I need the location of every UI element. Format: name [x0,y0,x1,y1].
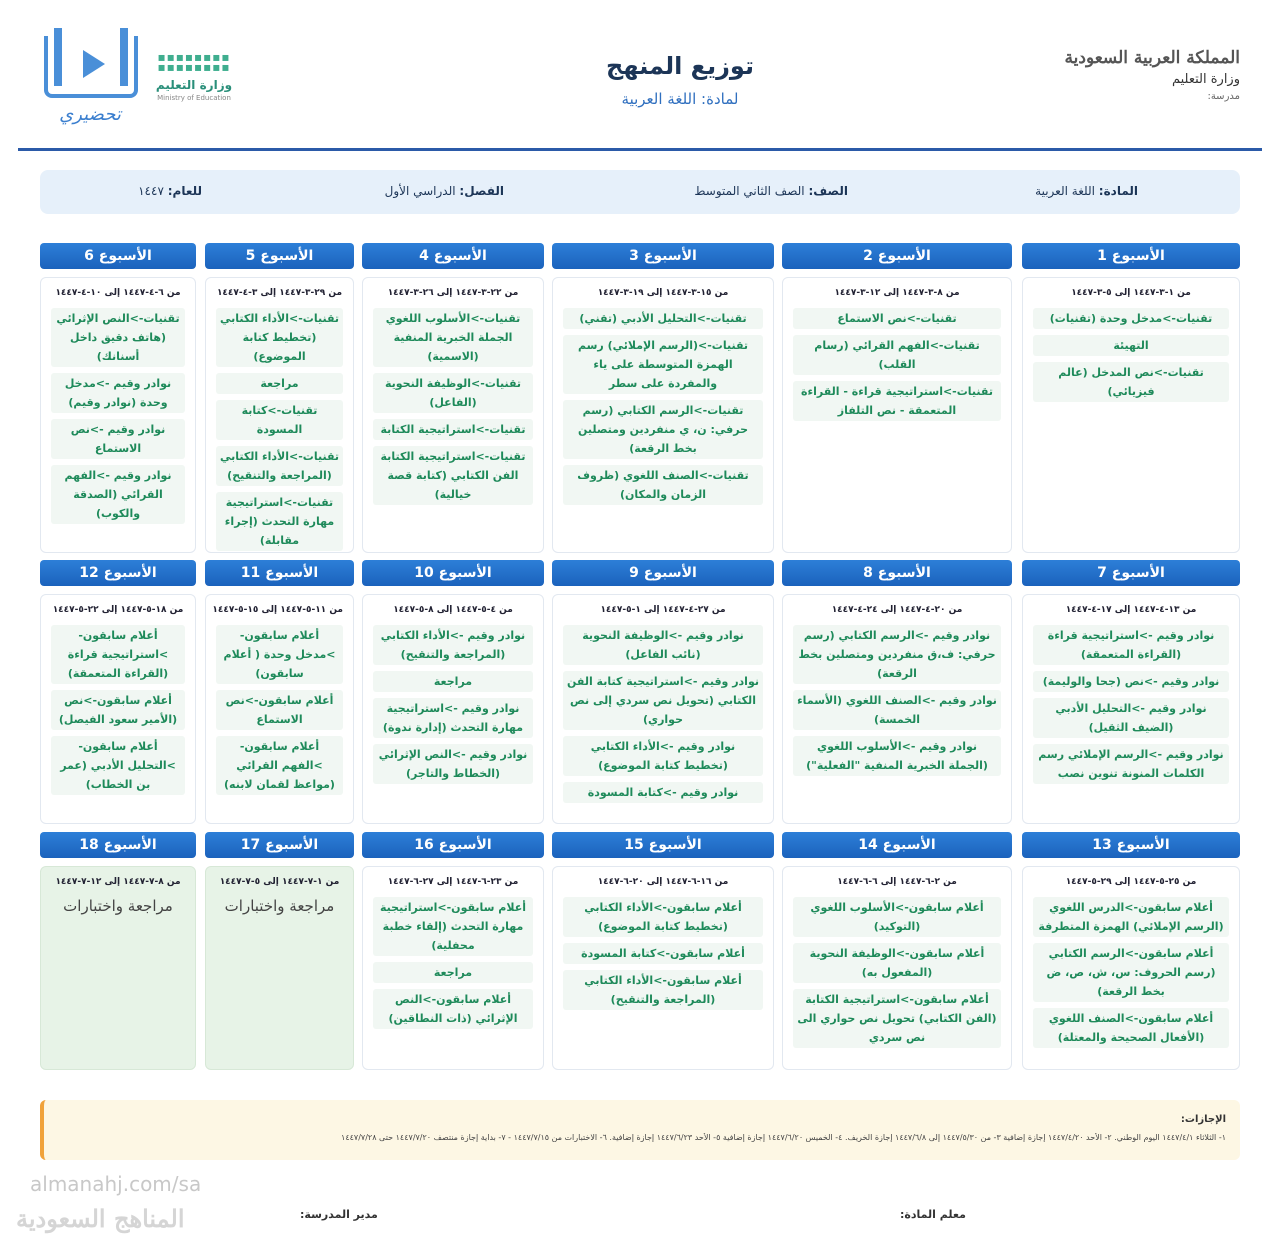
week-card [362,594,544,824]
week-card [1022,277,1240,553]
lesson-item: أعلام سابقون->استراتيجية قراءة (القراءة المتعمقة) [51,625,185,684]
lesson-item: أعلام سابقون->الأداء الكتابي (تخطيط كتابة الموضوع) [563,897,763,937]
book-icon [44,36,138,98]
lesson-item: تقنيات->استراتيجية مهارة التحدث (إجراء مقابلة) [216,492,343,551]
week-card [40,277,196,553]
info-term-value: الدراسي الأول [384,184,456,198]
week-date: من ١-٣-١٤٤٧ إلى ٥-٣-١٤٤٧ [1071,288,1191,298]
week-header: الأسبوع 10 [362,560,544,586]
week-header: الأسبوع 6 [40,243,196,269]
lesson-item: أعلام سابقون->كتابة المسودة [563,943,763,964]
week-card [40,866,196,1070]
week-card [552,866,774,1070]
week-header: الأسبوع 9 [552,560,774,586]
week-card [782,277,1012,553]
kingdom-logo: المملكة العربية السعودية [1064,48,1240,68]
week-header: الأسبوع 17 [205,832,354,858]
week-date: من ١٨-٥-١٤٤٧ إلى ٢٢-٥-١٤٤٧ [52,605,184,615]
lesson-item: مراجعة [373,671,533,692]
week-date: من ٢-٦-١٤٤٧ إلى ٦-٦-١٤٤٧ [837,877,957,887]
week-card [1022,594,1240,824]
lesson-item: أعلام سابقون->نص (الأمير سعود الفيصل) [51,690,185,730]
lesson-item: أعلام سابقون->الأداء الكتابي (المراجعة والتنقيح) [563,970,763,1010]
title-block [540,52,820,108]
lesson-item: نوادر وقيم ->استراتيجية قراءة (القراءة المتعمقة) [1033,625,1229,665]
lesson-item: تقنيات->الأداء الكتابي (المراجعة والتنقيح) [216,446,343,486]
info-subject-label: المادة: [1098,184,1138,198]
lesson-item: أعلام سابقون->الصنف اللغوي (الأفعال الصحيحة والمعتلة) [1033,1008,1229,1048]
tahdiri-logo [42,36,138,136]
moe-logo-english: Ministry of Education [157,94,231,102]
lesson-item: تقنيات->مدخل وحدة (تقنيات) [1033,308,1229,329]
week-card [362,277,544,553]
lesson-item: تقنيات->نص المدخل (عالم فيزيائي) [1033,362,1229,402]
lesson-item: تقنيات->نص الاستماع [793,308,1001,329]
lesson-item: نوادر وقيم ->الرسم الكتابي (رسم حرفي: ف،ق منفردين ومتصلين بخط الرقعة) [793,625,1001,684]
week-card [205,866,354,1070]
page-header [0,0,1280,150]
lesson-item: نوادر وقيم ->النص الإثرائي (الخطاط والتاجر) [373,744,533,784]
lesson-item: تقنيات->الأداء الكتابي (تخطيط كتابة الموضوع) [216,308,343,367]
lesson-item: أعلام سابقون->النص الإثرائي (ذات النطاقين) [373,989,533,1029]
info-term-label: الفصل: [459,184,504,198]
week-card [552,594,774,824]
school-label: مدرسة: [1207,91,1240,102]
info-subject [1035,184,1138,198]
lesson-item: تقنيات->استراتيجية الكتابة الفن الكتابي (كتابة قصة خيالية) [373,446,533,505]
week-header: الأسبوع 4 [362,243,544,269]
lesson-item: أعلام سابقون->الوظيفة النحوية (المفعول به) [793,943,1001,983]
lesson-item: أعلام سابقون->استراتيجية الكتابة (الفن الكتابي) تحويل نص حواري الى نص سردي [793,989,1001,1048]
week-header: الأسبوع 11 [205,560,354,586]
week-card [362,866,544,1070]
lesson-item: نوادر وقيم ->استراتيجية كتابة الفن الكتابي (تحويل نص سردي إلى نص حواري) [563,671,763,730]
lesson-item: نوادر وقيم ->نص (جحا والوليمة) [1033,671,1229,692]
week-card [1022,866,1240,1070]
lesson-item: نوادر وقيم ->الصنف اللغوي (الأسماء الخمسة) [793,690,1001,730]
week-header: الأسبوع 15 [552,832,774,858]
week-header: الأسبوع 2 [782,243,1012,269]
moe-logo [154,52,234,102]
week-date: من ٢٠-٤-١٤٤٧ إلى ٢٤-٤-١٤٤٧ [831,605,963,615]
info-grade-value: الصف الثاني المتوسط [694,184,805,198]
lesson-item: نوادر وقيم ->الأسلوب اللغوي (الجملة الخبرية المنفية "الفعلية") [793,736,1001,776]
info-year [138,184,202,198]
play-icon [83,50,105,78]
lesson-item: أعلام سابقون->نص الاستماع [216,690,343,730]
lesson-item: نوادر وقيم ->الرسم الإملائي رسم الكلمات المنونة تنوين نصب [1033,744,1229,784]
info-term [385,184,504,198]
info-grade-label: الصف: [808,184,848,198]
week-date: من ١١-٥-١٤٤٧ إلى ١٥-٥-١٤٤٧ [212,605,343,615]
lesson-item: تقنيات->الصنف اللغوي (ظروف الزمان والمكان) [563,465,763,505]
week-date: من ١٥-٣-١٤٤٧ إلى ١٩-٣-١٤٤٧ [597,288,729,298]
lesson-item: مراجعة [216,373,343,394]
ministry-block [1065,48,1240,102]
review-label: مراجعة واختبارات [224,897,335,915]
week-date: من ٢٣-٦-١٤٤٧ إلى ٢٧-٦-١٤٤٧ [387,877,519,887]
watermark-url: almanahj.com/sa [30,1172,202,1196]
week-header: الأسبوع 18 [40,832,196,858]
principal-signature: مدير المدرسة: [300,1208,378,1221]
lesson-item: أعلام سابقون->مدخل وحدة ( أعلام سابقون) [216,625,343,684]
week-date: من ٤-٥-١٤٤٧ إلى ٨-٥-١٤٤٧ [393,605,513,615]
week-date: من ٦-٤-١٤٤٧ إلى ١٠-٤-١٤٤٧ [55,288,181,298]
lesson-item: تقنيات->الأسلوب اللغوي الجملة الخبرية المنفية (الاسمية) [373,308,533,367]
lesson-item: التهيئة [1033,335,1229,356]
lesson-item: أعلام سابقون->الدرس اللغوي (الرسم الإملائي) الهمزة المتطرفة [1033,897,1229,937]
lesson-item: تقنيات->كتابة المسودة [216,400,343,440]
lesson-item: تقنيات->الرسم الكتابي (رسم حرفي: ن، ي منفردين ومتصلين بخط الرقعة) [563,400,763,459]
lesson-item: أعلام سابقون->الأسلوب اللغوي (التوكيد) [793,897,1001,937]
week-header: الأسبوع 14 [782,832,1012,858]
week-date: من ٢٩-٣-١٤٤٧ إلى ٣-٤-١٤٤٧ [216,288,343,298]
week-card [205,277,354,553]
ministry-name: وزارة التعليم [1171,72,1240,87]
lesson-item: نوادر وقيم ->الأداء الكتابي (المراجعة والتنقيح) [373,625,533,665]
week-header: الأسبوع 8 [782,560,1012,586]
info-grade [694,184,848,198]
lesson-item: تقنيات->التحليل الأدبي (تقني) [563,308,763,329]
info-year-value: ١٤٤٧ [138,184,164,198]
lesson-item: تقنيات->النص الإثرائي (هاتف دقيق داخل أسنانك) [51,308,185,367]
holidays-box [40,1100,1240,1160]
info-year-label: للعام: [167,184,202,198]
week-date: من ٢٢-٣-١٤٤٧ إلى ٢٦-٣-١٤٤٧ [387,288,519,298]
week-header: الأسبوع 12 [40,560,196,586]
lesson-item: أعلام سابقون->الفهم القرائي (مواعظ لقمان لابنه) [216,736,343,795]
week-header: الأسبوع 1 [1022,243,1240,269]
holidays-title: الإجازات: [1180,1114,1226,1125]
lesson-item: تقنيات->(الرسم الإملائي) رسم الهمزة المتوسطة على ياء والمفردة على سطر [563,335,763,394]
lesson-item: نوادر وقيم ->التحليل الأدبي (الضيف الثقيل) [1033,698,1229,738]
page-title: توزيع المنهج [606,52,754,80]
week-header: الأسبوع 13 [1022,832,1240,858]
watermark-logo: المناهج السعودية [16,1204,185,1233]
moe-dots-icon: ▪▪▪▪▪▪▪▪ ▪▪▪▪▪▪▪▪ [157,50,231,74]
lesson-item: تقنيات->استراتيجية قراءة - القراءة المتعمقة - نص التلفاز [793,381,1001,421]
holidays-text: ١- الثلاثاء ١٤٤٧/٤/١ اليوم الوطني. ٢- الأحد ١٤٤٧/٤/٢٠ إجازة إضافية ٣- من ١٤٤٧/٥/٣٠ إلى ١٤٤٧/٦/٨ إجازة الخريف. ٤- الخميس ١٤٤٧/٦/٢٠ إجازة إضافية ٥- الأحد ١٤٤٧/٦/٢٣ إجازة إضافية. ٦- الاختبارات من ١٤٤٧/٧/١٥ - ٧- بداية إجازة منتصف ١٤٤٧/٧/٢٠ حتى ١٤٤٧/٧/٢٨ [341,1133,1226,1142]
week-header: الأسبوع 3 [552,243,774,269]
week-date: من ٨-٧-١٤٤٧ إلى ١٢-٧-١٤٤٧ [55,877,181,887]
week-card [552,277,774,553]
page-subtitle: لمادة: اللغة العربية [621,90,739,108]
header-divider [18,148,1262,151]
info-bar [40,170,1240,214]
lesson-item: أعلام سابقون->التحليل الأدبي (عمر بن الخطاب) [51,736,185,795]
week-card [782,866,1012,1070]
teacher-signature: معلم المادة: [900,1208,966,1221]
week-card [205,594,354,824]
lesson-item: نوادر وقيم ->كتابة المسودة [563,782,763,803]
lesson-item: نوادر وقيم ->الأداء الكتابي (تخطيط كتابة الموضوع) [563,736,763,776]
week-header: الأسبوع 16 [362,832,544,858]
week-date: من ١٣-٤-١٤٤٧ إلى ١٧-٤-١٤٤٧ [1065,605,1197,615]
week-header: الأسبوع 5 [205,243,354,269]
lesson-item: أعلام سابقون->استراتيجية مهارة التحدث (إلقاء خطبة محفلية) [373,897,533,956]
week-card [40,594,196,824]
lesson-item: تقنيات->استراتيجية الكتابة [373,419,533,440]
lesson-item: تقنيات->الوظيفة النحوية (الفاعل) [373,373,533,413]
info-subject-value: اللغة العربية [1035,184,1095,198]
week-date: من ١٦-٦-١٤٤٧ إلى ٢٠-٦-١٤٤٧ [597,877,729,887]
lesson-item: نوادر وقيم ->استراتيجية مهارة التحدث (إدارة ندوة) [373,698,533,738]
review-label: مراجعة واختبارات [63,897,173,915]
lesson-item: نوادر وقيم ->الوظيفة النحوية (نائب الفاعل) [563,625,763,665]
moe-logo-text: وزارة التعليم [155,78,233,92]
week-date: من ١-٧-١٤٤٧ إلى ٥-٧-١٤٤٧ [219,877,340,887]
week-date: من ٨-٣-١٤٤٧ إلى ١٢-٣-١٤٤٧ [834,288,960,298]
lesson-item: نوادر وقيم ->مدخل وحدة (نوادر وقيم) [51,373,185,413]
week-date: من ٢٥-٥-١٤٤٧ إلى ٢٩-٥-١٤٤٧ [1065,877,1197,887]
lesson-item: نوادر وقيم ->الفهم القرائي (الصدقة والكوب) [51,465,185,524]
week-card [782,594,1012,824]
lesson-item: نوادر وقيم ->نص الاستماع [51,419,185,459]
lesson-item: أعلام سابقون->الرسم الكتابي (رسم الحروف: س، ش، ص، ض بخط الرقعة) [1033,943,1229,1002]
tahdiri-logo-text: تحضيري [59,104,121,125]
lesson-item: مراجعة [373,962,533,983]
lesson-item: تقنيات->الفهم القرائي (رسام القلب) [793,335,1001,375]
week-date: من ٢٧-٤-١٤٤٧ إلى ١-٥-١٤٤٧ [600,605,726,615]
week-header: الأسبوع 7 [1022,560,1240,586]
